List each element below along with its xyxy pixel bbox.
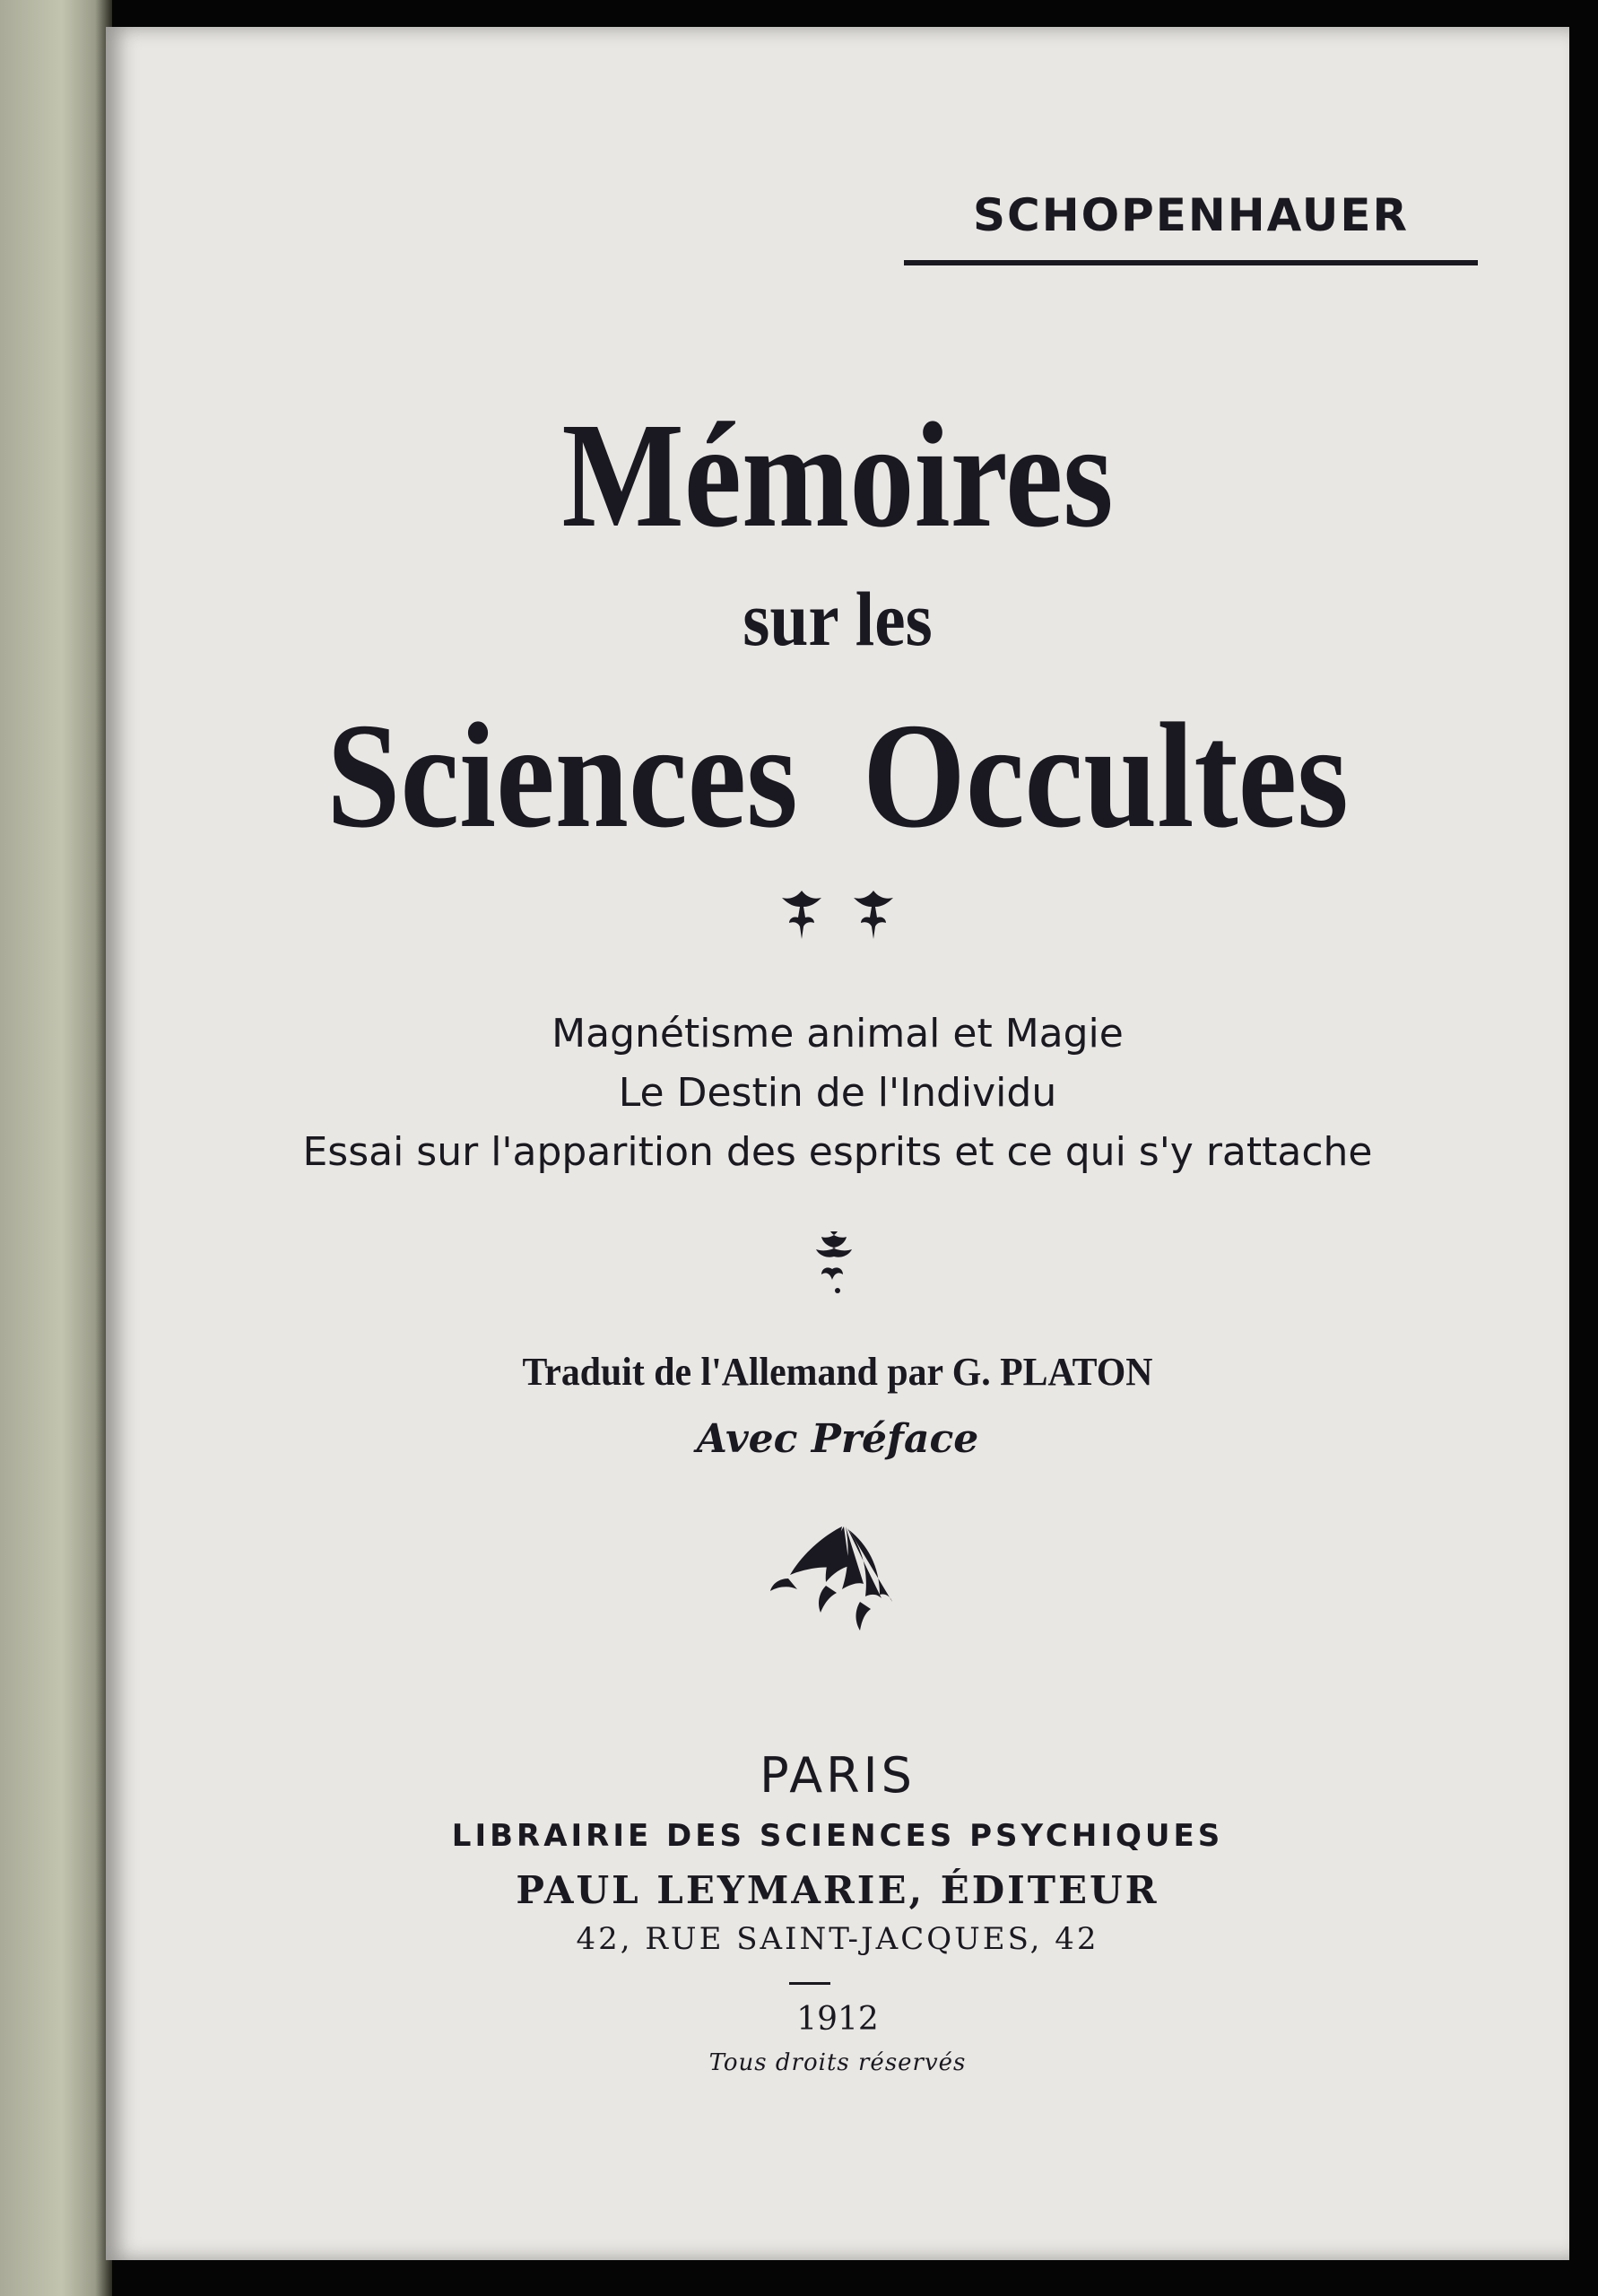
fleuron-icon bbox=[106, 1224, 1569, 1296]
fan-ornament-icon bbox=[106, 1516, 1569, 1641]
subtitle-main: Sciences Occultes bbox=[326, 692, 1349, 859]
subtitle-connector: sur les bbox=[743, 576, 933, 662]
imprint-year: 1912 bbox=[796, 2001, 879, 2038]
translator-line: Traduit de l'Allemand par G. PLATON bbox=[522, 1350, 1153, 1394]
book-spine bbox=[0, 0, 112, 2296]
rights-notice: Tous droits réservés bbox=[708, 2049, 967, 2076]
imprint-city: PARIS bbox=[760, 1747, 916, 1804]
contents-item: Magnétisme animal et Magie bbox=[551, 1011, 1124, 1057]
contents-item: Essai sur l'apparition des esprits et ce qui s'y rattache bbox=[302, 1129, 1373, 1175]
imprint-publisher-house: LIBRAIRIE DES SCIENCES PSYCHIQUES bbox=[451, 1818, 1224, 1854]
title-page bbox=[106, 27, 1569, 2260]
preface-note: Avec Préface bbox=[696, 1416, 979, 1462]
imprint-address: 42, RUE SAINT-JACQUES, 42 bbox=[576, 1921, 1099, 1957]
book-title: Mémoires bbox=[561, 392, 1114, 559]
imprint-editor: PAUL LEYMARIE, ÉDITEUR bbox=[516, 1868, 1159, 1912]
contents-item: Le Destin de l'Individu bbox=[618, 1070, 1057, 1116]
fleuron-pair-icon bbox=[106, 874, 1569, 946]
divider bbox=[789, 1982, 830, 1985]
author-name: SCHOPENHAUER bbox=[904, 170, 1478, 265]
